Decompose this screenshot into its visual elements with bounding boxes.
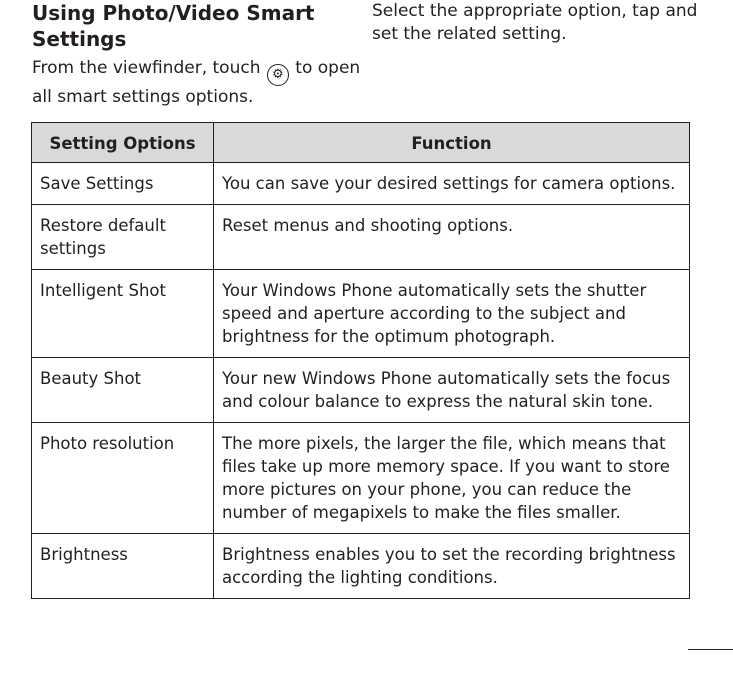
page-number-rule [688, 649, 733, 650]
option-cell: Save Settings [32, 163, 214, 205]
gear-icon: ⚙ [267, 64, 289, 86]
option-cell: Restore default settings [32, 205, 214, 270]
intro-paragraph [32, 57, 362, 109]
column-header-setting-options: Setting Options [32, 123, 214, 163]
function-cell: Your new Windows Phone automatically sets the focus and colour balance to express the natural skin tone. [214, 358, 690, 423]
function-cell: Brightness enables you to set the recording brightness according the lighting conditions. [214, 534, 690, 599]
table-row [32, 163, 690, 205]
table-row [32, 270, 690, 358]
table-row [32, 534, 690, 599]
section-heading: Using Photo/Video Smart Settings [32, 1, 315, 51]
option-cell: Photo resolution [32, 423, 214, 534]
option-cell: Brightness [32, 534, 214, 599]
function-cell: Your Windows Phone automatically sets the shutter speed and aperture according to the subject and brightness for the optimum photograph. [214, 270, 690, 358]
intro-text-after: to open all smart settings options. [32, 58, 361, 107]
table-row [32, 358, 690, 423]
intro-text-before: From the viewfinder, touch [32, 58, 261, 78]
column-header-function: Function [214, 123, 690, 163]
option-cell: Beauty Shot [32, 358, 214, 423]
table-row [32, 423, 690, 534]
option-cell: Intelligent Shot [32, 270, 214, 358]
table-row [32, 205, 690, 270]
instruction-paragraph: Select the appropriate option, tap and set the related setting. [372, 1, 698, 44]
table-header-row [32, 123, 690, 163]
function-cell: The more pixels, the larger the file, which means that files take up more memory space. If you want to store more pictures on your phone, you can reduce the number of megapixels to make the files smaller. [214, 423, 690, 534]
settings-table [31, 122, 690, 599]
function-cell: Reset menus and shooting options. [214, 205, 690, 270]
function-cell: You can save your desired settings for camera options. [214, 163, 690, 205]
